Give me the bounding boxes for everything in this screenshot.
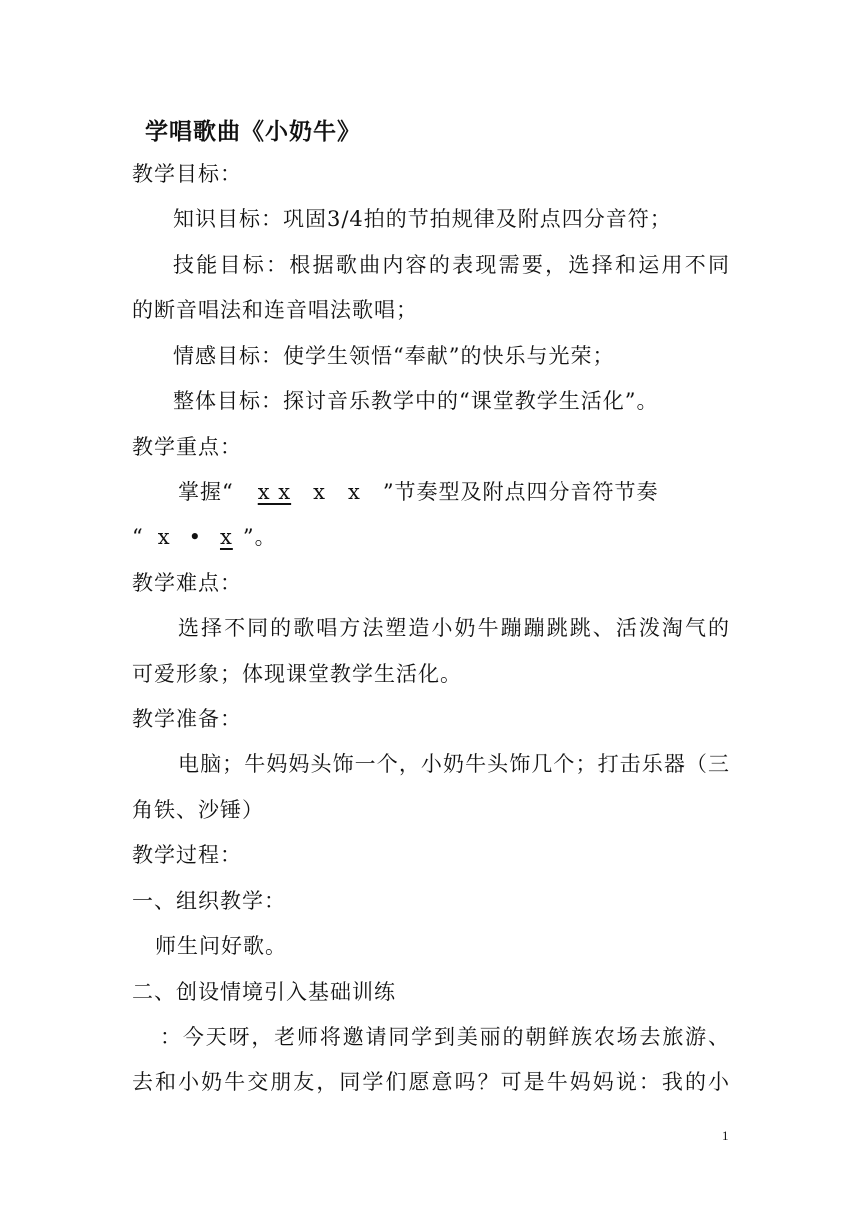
key2-open-quote: “ (132, 525, 144, 549)
difficulty-line-1: 选择不同的歌唱方法塑造小奶牛蹦蹦跳跳、活泼淘气的 (178, 616, 730, 640)
difficulty-line-2: 可爱形象；体现课堂教学生活化。 (132, 662, 462, 686)
prep-line-2: 角铁、沙锤） (132, 798, 264, 822)
step2-heading: 二、创设情境引入基础训练 (132, 980, 396, 1004)
prep-heading: 教学准备： (132, 707, 242, 731)
goal-skill-line-2: 的断音唱法和连音唱法歌唱； (132, 298, 418, 322)
rhythm-quarter-2: x (347, 480, 361, 504)
step1-heading: 一、组织教学： (132, 889, 286, 913)
rhythm-quarter-1: x (313, 480, 326, 504)
step2-line-1: ：今天呀，老师将邀请同学到美丽的朝鲜族农场去旅游、 (160, 1025, 730, 1049)
dotted-note-dot: • (188, 525, 202, 549)
page-number: 1 (722, 1128, 729, 1143)
difficulty-heading: 教学难点： (132, 571, 242, 595)
dotted-note-eighth: x (219, 525, 233, 549)
key-line-1 (178, 478, 659, 506)
goals-heading: 教学目标： (132, 162, 242, 186)
goal-knowledge: 知识目标：巩固3/4拍的节拍规律及附点四分音符； (173, 207, 672, 231)
step2-line-2: 去和小奶牛交朋友，同学们愿意吗？可是牛妈妈说：我的小 (132, 1070, 730, 1094)
document-title: 学唱歌曲《小奶牛》 (145, 119, 361, 145)
process-heading: 教学过程： (132, 843, 242, 867)
key-suffix: ”节奏型及附点四分音符节奏 (382, 480, 659, 504)
dotted-note-x: x (157, 525, 171, 549)
goal-overall: 整体目标：探讨音乐教学中的“课堂教学生活化”。 (173, 389, 659, 413)
rhythm-eighth-pair: x x (257, 480, 292, 504)
step1-text: 师生问好歌。 (155, 934, 287, 958)
goal-emotion: 情感目标：使学生领悟“奉献”的快乐与光荣； (173, 344, 615, 368)
key-heading: 教学重点： (132, 435, 242, 459)
goal-skill-line-1: 技能目标：根据歌曲内容的表现需要，选择和运用不同 (173, 253, 730, 277)
key2-close-quote: ”。 (242, 525, 277, 549)
key-prefix: 掌握“ (178, 480, 234, 504)
prep-line-1: 电脑；牛妈妈头饰一个，小奶牛头饰几个；打击乐器（三 (178, 752, 730, 776)
key-line-2 (132, 523, 277, 551)
